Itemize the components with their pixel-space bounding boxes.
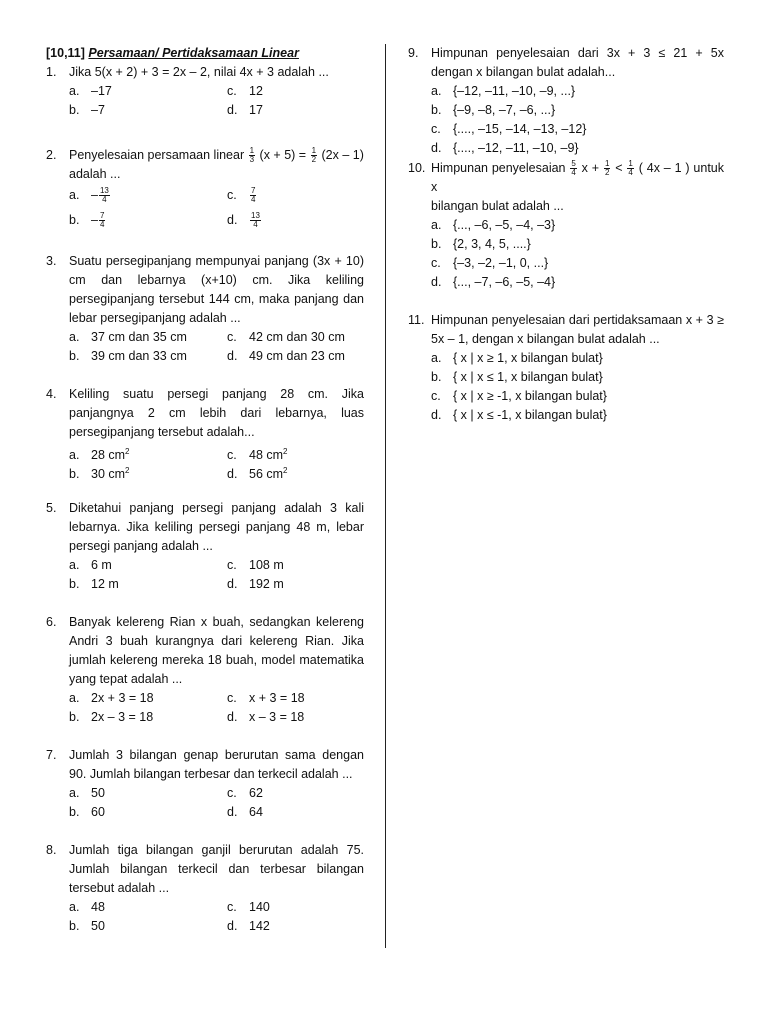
question-stem: Jumlah tiga bilangan ganjil berurutan adalah 75. Jumlah bilangan terkecil dan terbesar bilangan tersebut adalah ... bbox=[69, 843, 364, 895]
answer-options bbox=[69, 442, 364, 480]
option-b[interactable]: b. 39 cm dan 33 cm bbox=[69, 349, 187, 363]
option-d[interactable]: d. { x | x ≤ -1, x bilangan bulat} bbox=[431, 408, 607, 422]
fraction: $\frac{1}{3}$ bbox=[249, 146, 255, 165]
option-b[interactable]: b. 30 $cm^2$ bbox=[69, 466, 130, 482]
grade-label: [10,11] bbox=[46, 46, 85, 60]
option-a[interactable]: a. {..., –6, –5, –4, –3} bbox=[431, 218, 556, 232]
option-d[interactable]: d. 56 $cm^2$ bbox=[227, 466, 288, 482]
fraction: $\frac{5}{4}$ bbox=[571, 159, 576, 178]
question-number: 2. bbox=[46, 148, 57, 162]
answer-options bbox=[69, 689, 364, 727]
option-d[interactable]: d. {..., –7, –6, –5, –4} bbox=[431, 275, 556, 289]
option-b[interactable]: b. {–9, –8, –7, –6, ...} bbox=[431, 103, 556, 117]
option-d[interactable]: d. x – 3 = 18 bbox=[227, 710, 305, 724]
fraction: $\frac{1}{2}$ bbox=[311, 146, 317, 165]
question-5 bbox=[46, 499, 364, 594]
question-number: 11. bbox=[408, 313, 425, 327]
option-b[interactable]: b. 60 bbox=[69, 805, 105, 819]
option-a[interactable]: a. 50 bbox=[69, 786, 105, 800]
option-c[interactable]: c. 140 bbox=[227, 900, 270, 914]
question-number: 6. bbox=[46, 615, 57, 629]
option-a[interactable]: a. –17 bbox=[69, 84, 112, 98]
question-number: 10. bbox=[408, 161, 426, 175]
left-column bbox=[46, 44, 364, 936]
column-divider bbox=[385, 44, 386, 948]
fraction: $\frac{1}{4}$ bbox=[628, 159, 633, 178]
option-d[interactable]: d. 142 bbox=[227, 919, 270, 933]
question-9 bbox=[408, 44, 724, 158]
worksheet-header bbox=[46, 44, 364, 63]
question-6 bbox=[46, 613, 364, 727]
option-a[interactable]: a. { x | x ≥ 1, x bilangan bulat} bbox=[431, 351, 603, 365]
subject-title: Persamaan/ Pertidaksamaan Linear bbox=[88, 46, 299, 60]
question-stem: Penyelesaian persamaan linear $\frac{1}{3}$ (x + 5) = $\frac{1}{2}$ (2x – 1) adalah ... bbox=[69, 146, 364, 181]
question-10 bbox=[408, 159, 724, 292]
question-number: 9. bbox=[408, 46, 419, 60]
question-stem: Jumlah 3 bilangan genap berurutan sama dengan 90. Jumlah bilangan terbesar dan terkecil adalah ... bbox=[69, 748, 364, 781]
answer-options bbox=[431, 349, 724, 425]
answer-options bbox=[69, 898, 364, 936]
option-c[interactable]: c. 108 m bbox=[227, 558, 284, 572]
question-number: 5. bbox=[46, 501, 57, 515]
option-c[interactable]: c. $\frac{7}{4}$ bbox=[227, 186, 256, 205]
answer-options bbox=[69, 184, 364, 236]
option-d[interactable]: d. $\frac{13}{4}$ bbox=[227, 211, 260, 230]
question-number: 3. bbox=[46, 254, 57, 268]
option-a[interactable]: a. {–12, –11, –10, –9, ...} bbox=[431, 84, 576, 98]
option-c[interactable]: c. {...., –15, –14, –13, –12} bbox=[431, 122, 587, 136]
option-d[interactable]: d. 192 m bbox=[227, 577, 284, 591]
answer-options bbox=[69, 82, 364, 120]
question-3 bbox=[46, 252, 364, 366]
option-c[interactable]: c. { x | x ≥ -1, x bilangan bulat} bbox=[431, 389, 607, 403]
question-stem: Keliling suatu persegi panjang 28 cm. Jika panjangnya 2 cm lebih dari lebarnya, luas persegipanjang tersebut adalah... bbox=[69, 387, 364, 439]
answer-options bbox=[69, 328, 364, 366]
option-d[interactable]: d. {...., –12, –11, –10, –9} bbox=[431, 141, 579, 155]
option-b[interactable]: b. –7 bbox=[69, 103, 105, 117]
fraction: $\frac{1}{2}$ bbox=[604, 159, 610, 178]
question-stem: Suatu persegipanjang mempunyai panjang (3x + 10) cm dan lebarnya (x+10) cm. Jika keliling persegipanjang tersebut 144 cm, maka panjang dan lebar persegipanjang adalah ... bbox=[69, 254, 364, 325]
option-b[interactable]: b. – $\frac{7}{4}$ bbox=[69, 211, 105, 230]
option-a[interactable]: a. – $\frac{13}{4}$ bbox=[69, 186, 109, 205]
question-number: 4. bbox=[46, 387, 57, 401]
answer-options bbox=[431, 216, 724, 292]
option-c[interactable]: c. x + 3 = 18 bbox=[227, 691, 305, 705]
answer-options bbox=[69, 556, 364, 594]
option-d[interactable]: d. 64 bbox=[227, 805, 263, 819]
option-b[interactable]: b. 50 bbox=[69, 919, 105, 933]
question-8 bbox=[46, 841, 364, 936]
option-b[interactable]: b. 12 m bbox=[69, 577, 119, 591]
option-d[interactable]: d. 49 cm dan 23 cm bbox=[227, 349, 345, 363]
option-c[interactable]: c. 12 bbox=[227, 84, 263, 98]
question-number: 1. bbox=[46, 65, 57, 79]
question-stem: Himpunan penyelesaian $\frac{5}{4}$ x + $\frac{1}{2}$ < $\frac{1}{4}$ ( 4x – 1 ) untuk x bilangan bulat adalah ... bbox=[431, 159, 724, 213]
question-1 bbox=[46, 63, 364, 120]
option-c[interactable]: c. 48 $cm^2$ bbox=[227, 447, 288, 463]
option-a[interactable]: a. 28 $cm^2$ bbox=[69, 447, 130, 463]
question-7 bbox=[46, 746, 364, 822]
option-b[interactable]: b. 2x – 3 = 18 bbox=[69, 710, 154, 724]
right-column bbox=[408, 44, 724, 425]
question-stem: Himpunan penyelesaian dari 3x + 3 ≤ 21 + 5x dengan x bilangan bulat adalah... bbox=[431, 46, 724, 79]
question-stem: Himpunan penyelesaian dari pertidaksamaan x + 3 ≥ 5x – 1, dengan x bilangan bulat adalah ... bbox=[431, 313, 724, 346]
option-c[interactable]: c. 62 bbox=[227, 786, 263, 800]
option-a[interactable]: a. 37 cm dan 35 cm bbox=[69, 330, 187, 344]
question-2 bbox=[46, 146, 364, 236]
option-a[interactable]: a. 6 m bbox=[69, 558, 112, 572]
option-a[interactable]: a. 48 bbox=[69, 900, 105, 914]
option-d[interactable]: d. 17 bbox=[227, 103, 263, 117]
option-b[interactable]: b. { x | x ≤ 1, x bilangan bulat} bbox=[431, 370, 603, 384]
question-stem: Diketahui panjang persegi panjang adalah 3 kali lebarnya. Jika keliling persegi panjang 48 m, lebar persegi panjang adalah ... bbox=[69, 501, 364, 553]
question-stem: Jika 5(x + 2) + 3 = 2x – 2, nilai 4x + 3 adalah ... bbox=[69, 65, 329, 79]
question-11 bbox=[408, 311, 724, 425]
question-number: 8. bbox=[46, 843, 57, 857]
answer-options bbox=[69, 784, 364, 822]
question-4 bbox=[46, 385, 364, 480]
option-c[interactable]: c. 42 cm dan 30 cm bbox=[227, 330, 345, 344]
option-b[interactable]: b. {2, 3, 4, 5, ....} bbox=[431, 237, 531, 251]
option-c[interactable]: c. {–3, –2, –1, 0, ...} bbox=[431, 256, 549, 270]
answer-options bbox=[431, 82, 724, 158]
option-a[interactable]: a. 2x + 3 = 18 bbox=[69, 691, 154, 705]
question-number: 7. bbox=[46, 748, 57, 762]
question-stem: Banyak kelereng Rian x buah, sedangkan kelereng Andri 3 buah kurangnya dari kelereng Rian. Jika jumlah kelereng mereka 18 buah, model matematika yang tepat adalah ... bbox=[69, 615, 364, 686]
